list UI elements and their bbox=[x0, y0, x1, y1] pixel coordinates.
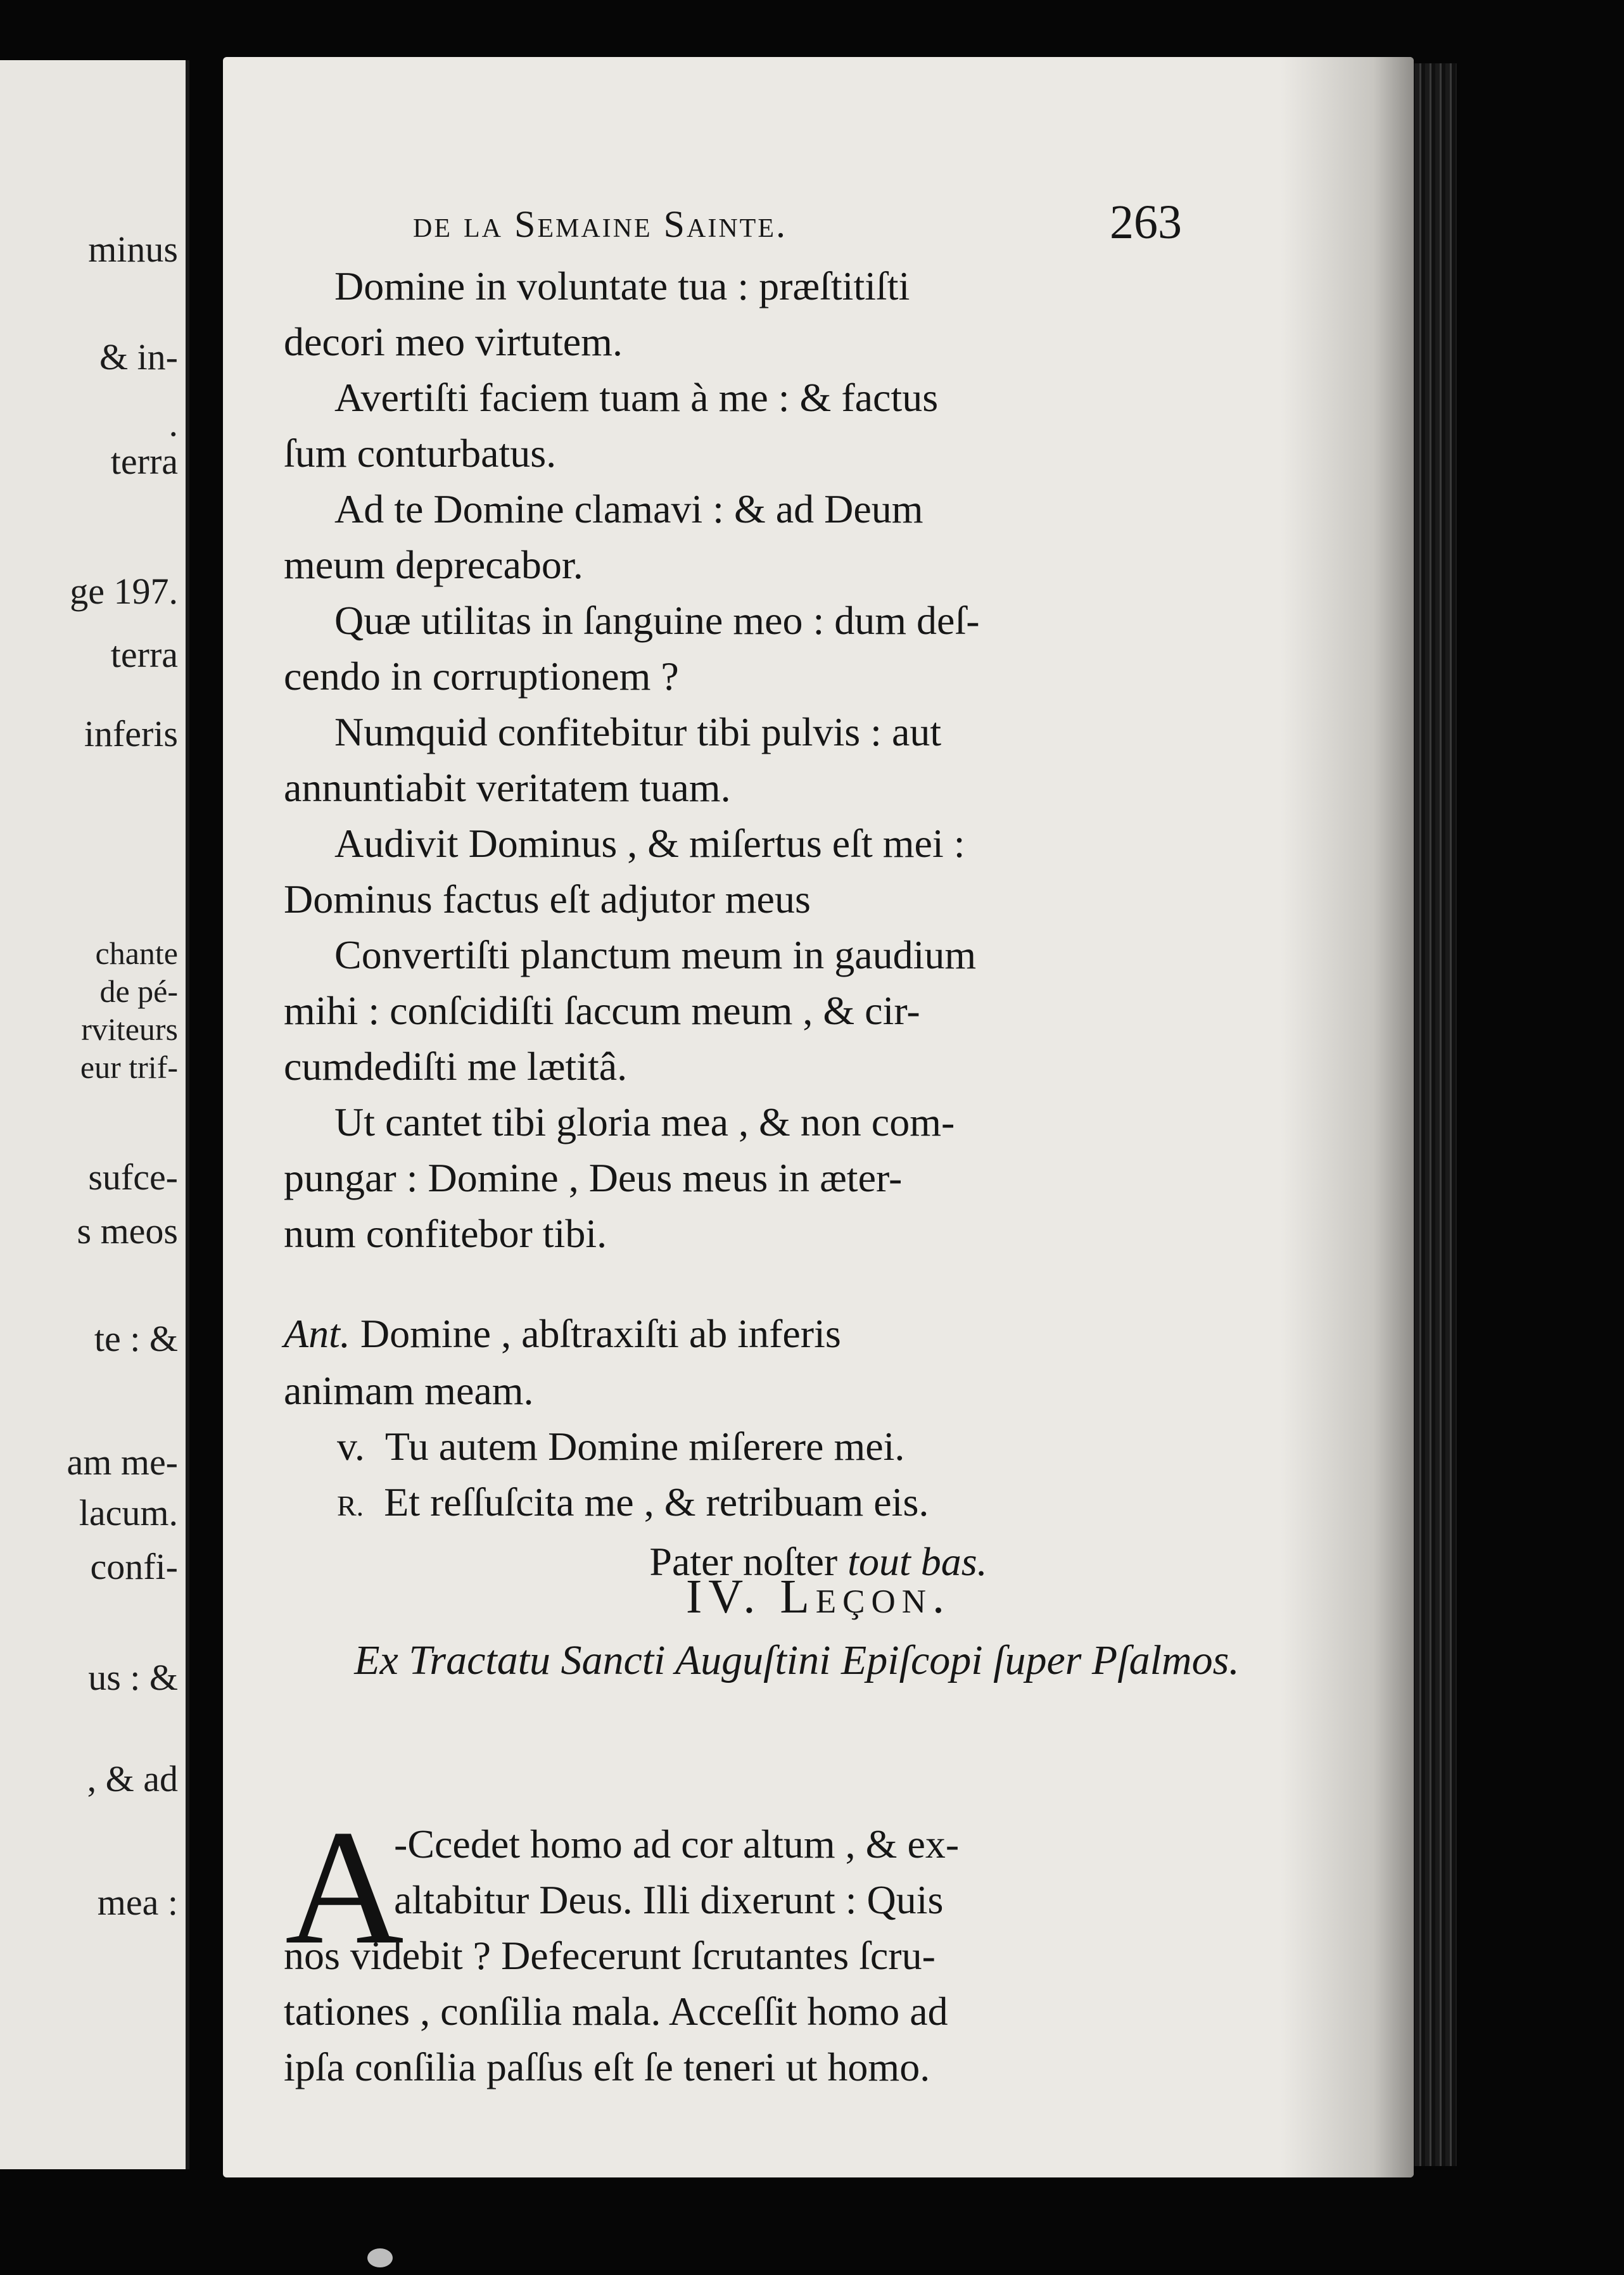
psalm-line bbox=[284, 1155, 1310, 1200]
left-page-text-fragment: terra bbox=[110, 441, 178, 482]
psalm-line-text: num confitebor tibi. bbox=[284, 1211, 607, 1256]
left-page-text-fragment: de pé- bbox=[99, 973, 178, 1009]
lesson-line bbox=[284, 1933, 1310, 1978]
running-head-title: de la Semaine Sainte. bbox=[413, 203, 787, 245]
psalm-line-text: Domine in voluntate tua : præſtitiſti bbox=[334, 263, 910, 308]
left-page-text-fragment: , & ad bbox=[87, 1758, 178, 1799]
treatise-title: Ex Tractatu Sancti Auguſtini Epiſcopi ſuper Pſalmos. bbox=[354, 1637, 1240, 1683]
antiphon-label: Ant. bbox=[284, 1311, 350, 1356]
psalm-line bbox=[334, 486, 1310, 531]
psalm-line bbox=[334, 263, 1310, 308]
response-text: Et reſſuſcita me , & retribuam eis. bbox=[384, 1480, 929, 1524]
left-page-text-fragment: inferis bbox=[84, 713, 178, 754]
antiphon-text-continued: animam meam. bbox=[284, 1368, 534, 1413]
antiphon-line bbox=[284, 1368, 1310, 1413]
pater-noster-text: Pater noſter bbox=[649, 1539, 848, 1584]
pater-noster-rubric: tout bas. bbox=[847, 1539, 987, 1584]
left-page-text-fragment: rviteurs bbox=[81, 1011, 178, 1047]
lesson-line bbox=[284, 2044, 1310, 2089]
antiphon-line bbox=[284, 1311, 1310, 1356]
psalm-line bbox=[334, 823, 1310, 864]
versicle-text: Tu autem Domine miſerere mei. bbox=[384, 1424, 905, 1469]
drop-cap: A bbox=[285, 1796, 404, 1979]
psalm-line-text: Ad te Domine clamavi : & ad Deum bbox=[334, 486, 923, 531]
left-page-text-fragment: eur trif- bbox=[80, 1049, 178, 1085]
lesson-line-text: tationes , conſilia mala. Acceſſit homo ad bbox=[284, 1989, 948, 2034]
psalm-line-text: Numquid confitebitur tibi pulvis : aut bbox=[334, 709, 942, 754]
psalm-line bbox=[284, 988, 1310, 1033]
versicle-line bbox=[337, 1426, 1287, 1467]
lesson-line-text: nos videbit ? Defecerunt ſcrutantes ſcru- bbox=[284, 1933, 936, 1978]
left-page-text-fragment: ge 197. bbox=[70, 571, 178, 612]
psalm-line-text: cumdediſti me lætitâ. bbox=[284, 1044, 628, 1089]
lesson-line bbox=[394, 1877, 1310, 1922]
left-page-text-fragment: sufce- bbox=[88, 1157, 178, 1198]
left-page-text-fragment: minus bbox=[88, 229, 178, 270]
response-mark: R. bbox=[337, 1490, 364, 1522]
left-page-text-fragment: am me- bbox=[67, 1442, 178, 1483]
lesson-line bbox=[394, 1824, 1310, 1865]
psalm-line-text: annuntiabit veritatem tuam. bbox=[284, 765, 731, 810]
left-page-text-fragment: s meos bbox=[77, 1210, 178, 1252]
psalm-line-text: meum deprecabor. bbox=[284, 542, 583, 587]
left-page-text-fragment: lacum. bbox=[79, 1492, 178, 1533]
psalm-line-text: pungar : Domine , Deus meus in æter- bbox=[284, 1155, 903, 1200]
psalm-line bbox=[334, 709, 1310, 754]
psalm-line bbox=[284, 765, 1310, 810]
previous-page-fragment bbox=[0, 60, 189, 2169]
psalm-line-text: Quæ utilitas in ſanguine meo : dum deſ- bbox=[334, 598, 980, 643]
left-page-text-fragment: te : & bbox=[94, 1318, 178, 1359]
lesson-line-text: -Ccedet homo ad cor altum , & ex- bbox=[394, 1822, 960, 1866]
response-line bbox=[337, 1482, 1287, 1523]
left-page-text-fragment: chante bbox=[95, 935, 178, 971]
left-page-text-fragment: mea : bbox=[97, 1882, 178, 1923]
psalm-line bbox=[334, 600, 1310, 641]
psalm-line bbox=[284, 542, 1310, 587]
psalm-line bbox=[334, 1099, 1310, 1144]
psalm-line-text: cendo in corruptionem ? bbox=[284, 654, 679, 699]
psalm-line bbox=[284, 319, 1310, 364]
antiphon-text: Domine , abſtraxiſti ab inferis bbox=[350, 1311, 841, 1356]
psalm-line-text: Dominus factus eſt adjutor meus bbox=[284, 877, 811, 922]
left-page-text-fragment: & in- bbox=[99, 336, 178, 377]
psalm-line-text: mihi : conſcidiſti ſaccum meum , & cir- bbox=[284, 988, 920, 1033]
psalm-line bbox=[334, 932, 1310, 977]
psalm-line bbox=[284, 433, 1310, 474]
dust-speck bbox=[367, 2248, 393, 2267]
psalm-line-text: Avertiſti faciem tuam à me : & factus bbox=[334, 375, 939, 420]
psalm-line bbox=[284, 879, 1310, 920]
lesson-heading: IV. Leçon. bbox=[685, 1570, 951, 1623]
book-page bbox=[223, 57, 1414, 2177]
lesson-line bbox=[284, 1991, 1310, 2032]
psalm-line-text: Ut cantet tibi gloria mea , & non com- bbox=[334, 1099, 955, 1144]
psalm-line bbox=[284, 1046, 1310, 1087]
psalm-line bbox=[334, 377, 1310, 418]
lesson-line-text: altabitur Deus. Illi dixerunt : Quis bbox=[394, 1877, 944, 1922]
psalm-line-text: decori meo virtutem. bbox=[284, 319, 623, 364]
page-number: 263 bbox=[1110, 196, 1182, 249]
psalm-line-text: ſum conturbatus. bbox=[284, 431, 557, 476]
psalm-line bbox=[284, 1211, 1310, 1256]
left-page-text-fragment: . bbox=[168, 403, 178, 444]
psalm-line-text: Convertiſti planctum meum in gaudium bbox=[334, 932, 977, 977]
lesson-line-text: ipſa conſilia paſſus eſt ſe teneri ut homo. bbox=[284, 2044, 930, 2089]
left-page-text-fragment: terra bbox=[110, 634, 178, 675]
left-page-text-fragment: confi- bbox=[90, 1546, 178, 1587]
psalm-line-text: Audivit Dominus , & miſertus eſt mei : bbox=[334, 821, 965, 866]
psalm-line bbox=[284, 656, 1310, 697]
versicle-mark: v. bbox=[337, 1424, 365, 1469]
left-page-text-fragment: us : & bbox=[88, 1657, 178, 1698]
